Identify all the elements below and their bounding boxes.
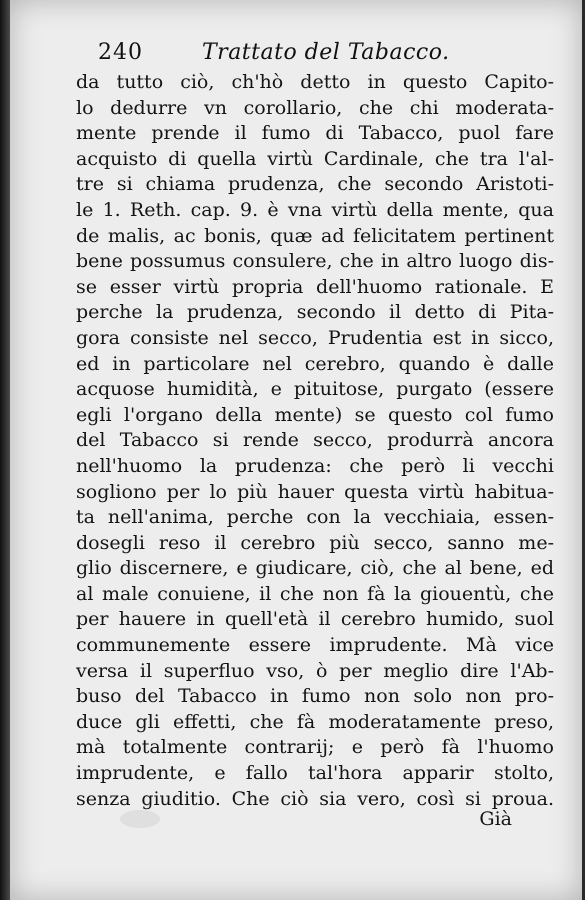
text-line: mà totalmente contrarij; e però fà l'huomo	[76, 736, 554, 759]
text-line: buso del Tabacco in fumo non solo non pro-	[76, 685, 554, 708]
text-line: acquose humidità, e pituitose, purgato (essere	[76, 378, 554, 401]
text-line: tre si chiama prudenza, che secondo Aristoti-	[76, 173, 554, 196]
text-line: senza giuditio. Che ciò sia vero, così si proua.	[76, 787, 554, 810]
text-line: bene possumus consulere, che in altro luogo dis-	[76, 250, 554, 273]
text-line: communemente essere imprudente. Mà vice	[76, 634, 554, 657]
text-line: egli l'organo della mente) se questo col fumo	[76, 403, 554, 426]
text-line: per hauere in quell'età il cerebro humido, suol	[76, 608, 554, 631]
book-page	[10, 0, 582, 900]
catchword: Già	[479, 808, 512, 830]
text-line: ed in particolare nel cerebro, quando è dalle	[76, 352, 554, 375]
text-line: acquisto di quella virtù Cardinale, che tra l'al-	[76, 147, 554, 170]
text-line: glio discernere, e giudicare, ciò, che al bene, ed	[76, 557, 554, 580]
text-line: nell'huomo la prudenza: che però li vecchi	[76, 454, 554, 477]
page-body	[76, 70, 554, 812]
text-line: perche la prudenza, secondo il detto di Pita-	[76, 301, 554, 324]
text-line: gora consiste nel secco, Prudentia est in sicco,	[76, 326, 554, 349]
text-line: del Tabacco si rende secco, produrrà ancora	[76, 429, 554, 452]
text-line: de malis, ac bonis, quæ ad felicitatem pertinent	[76, 224, 554, 247]
ink-smudge	[120, 810, 160, 828]
text-line: duce gli effetti, che fà moderatamente preso,	[76, 710, 554, 733]
text-line: mente prende il fumo di Tabacco, puol fare	[76, 122, 554, 145]
text-line: lo dedurre vn corollario, che chi moderata-	[76, 96, 554, 119]
text-line: se esser virtù propria dell'huomo rationale. E	[76, 275, 554, 298]
running-title: Trattato del Tabacco.	[202, 40, 450, 65]
text-line: al male conuiene, il che non fà la giouentù, che	[76, 582, 554, 605]
text-line: da tutto ciò, ch'hò detto in questo Capito-	[76, 71, 554, 93]
text-line: dosegli reso il cerebro più secco, sanno me-	[76, 531, 554, 554]
text-line: imprudente, e fallo tal'hora apparir stolto,	[76, 762, 554, 785]
text-line: versa il superfluo vso, ò per meglio dire l'Ab-	[76, 659, 554, 682]
page-number: 240	[98, 40, 143, 65]
text-line: ta nell'anima, perche con la vecchiaia, essen-	[76, 506, 554, 529]
text-line: sogliono per lo più hauer questa virtù habitua-	[76, 480, 554, 503]
text-line: le 1. Reth. cap. 9. è vna virtù della mente, qua	[76, 198, 554, 221]
